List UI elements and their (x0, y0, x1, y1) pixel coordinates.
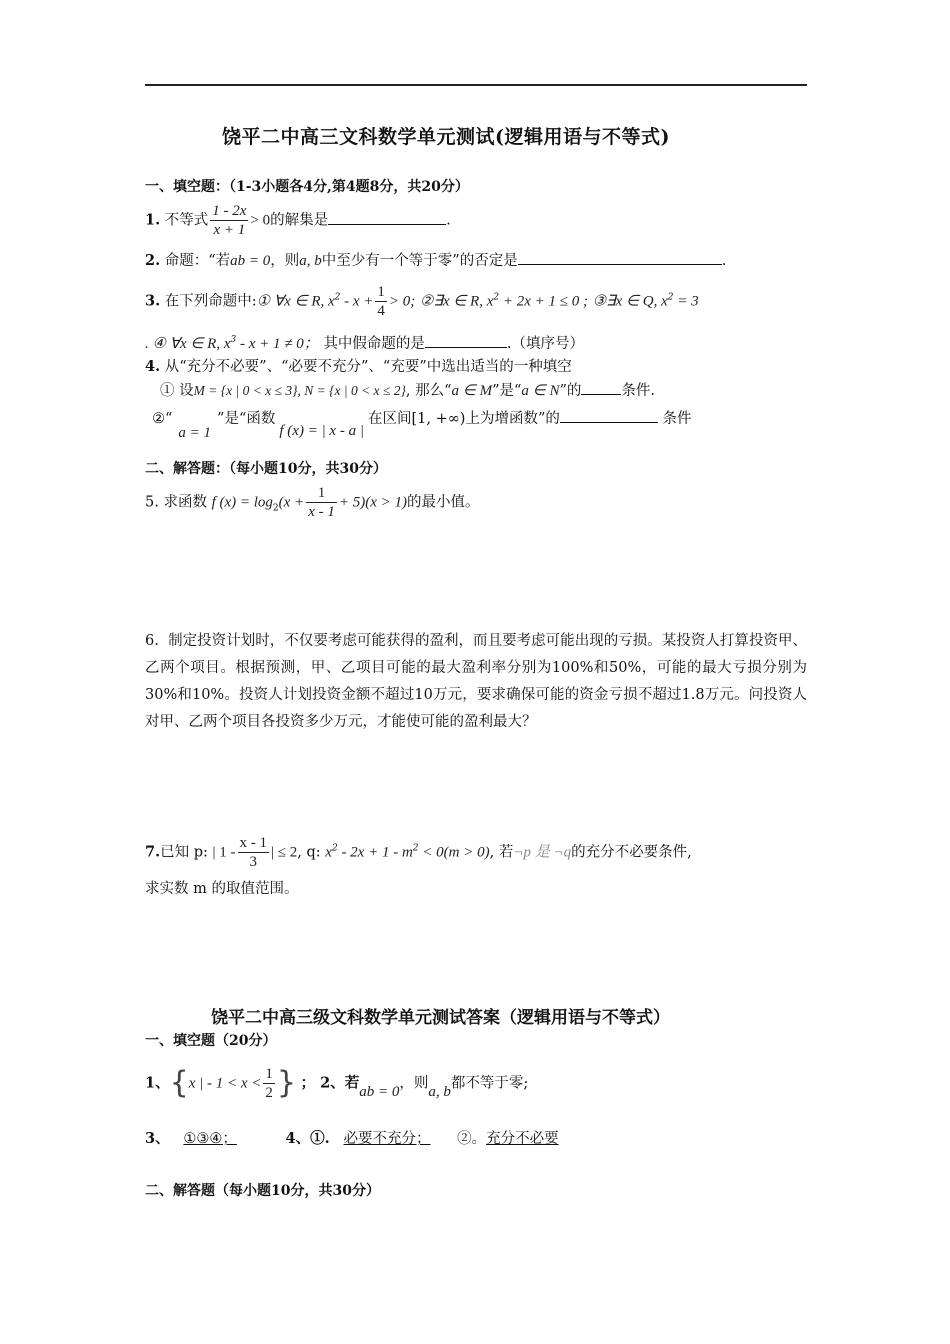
a1-label: 1、 (145, 1074, 170, 1092)
q4-s1-blank[interactable] (581, 380, 621, 395)
q3-pre: 在下列命题中: (164, 293, 257, 310)
q4-s2-end: 条件 (662, 411, 692, 427)
q3-p1c: > 0; (388, 293, 416, 310)
question-4-part-1 (160, 380, 655, 402)
q4-number: 4. (145, 358, 161, 375)
q7-p-a: | 1 - (212, 844, 236, 861)
q5-pre: 求函数 (163, 494, 207, 511)
q2-cond: ab = 0 (230, 253, 271, 269)
q2-pre: 命题：“若 (164, 253, 231, 269)
q1-post: 的解集是 (270, 212, 329, 229)
q4-s1-end: 条件. (621, 383, 655, 399)
q3-p1-fraction: $\frac{1}{4}$ (377, 284, 385, 319)
a2-label: ； 2、若 (300, 1074, 360, 1092)
q4-s2-mid: ”是“函数 (217, 411, 276, 427)
q3-p4a: . ④ ∀x ∈ R, x (145, 335, 231, 352)
question-2 (145, 250, 726, 272)
q2-number: 2. (145, 252, 161, 269)
q1-frac-num: 1 - 2x (212, 203, 247, 219)
q7-q-a: x (325, 844, 332, 861)
q7-p-b: | ≤ 2 (271, 844, 298, 861)
q3-post: 其中假命题的是 (323, 335, 425, 352)
page-title: 饶平二中高三文科数学单元测试(逻辑用语与不等式) (222, 126, 670, 148)
question-6 (145, 628, 807, 736)
q4-s1-post: ”的 (559, 383, 582, 399)
q3-tail: .（填序号） (506, 335, 584, 352)
q3-p3a: ③∃x ∈ Q, x (592, 293, 668, 310)
q7-q-b: - 2x + 1 - m (337, 844, 413, 861)
q6-text: 制定投资计划时，不仅要考虑可能获得的盈利，而且要考虑可能出现的亏损。某投资人打算投资甲、乙两个项目。根据预测，甲、乙项目可能的最大盈利率分别为100%和50%，可能的最大亏损分别为30%和10%。投资人计划投资金额不超过10万元，要求确保可能的资金亏损不超过1.8万元。问投资人对甲、乙两个项目各投资多少万元，才能使可能的盈利最大？ (145, 633, 808, 730)
q1-relation: > 0 (250, 212, 271, 229)
q5-f1: f (x) = log (211, 494, 273, 511)
q7-pre: 已知 p: (160, 844, 208, 861)
q5-fraction: $\frac{1}{x - 1}$ (308, 485, 335, 520)
q5-f3: + 5)(x > 1) (338, 494, 407, 511)
a4-value-1: 必要不充分； (343, 1131, 431, 1147)
q2-post: 中至少有一个等于零”的否定是 (321, 253, 518, 269)
q2-end: . (721, 253, 727, 269)
header-rule (145, 84, 807, 86)
section1-heading: 一、填空题：（1-3小题各4分,第4题8分，共20分） (145, 179, 469, 195)
a1-set: x | - 1 < x < (188, 1075, 262, 1092)
a2-cond: ab = 0 (359, 1083, 400, 1100)
q3-p2a: ②∃x ∈ R, x (419, 293, 494, 310)
q5-number: 5. (145, 494, 159, 511)
q4-s1-a: a ∈ M (451, 383, 493, 399)
question-7-line-2: 求实数 m 的取值范围。 (145, 881, 299, 897)
q2-vars: a, b (299, 253, 322, 269)
q7-q-c: < 0(m > 0) (418, 844, 490, 861)
q1-pre: 不等式 (164, 212, 209, 229)
a3-value: ①③④； (183, 1131, 237, 1147)
a4-value-2: 充分不必要 (486, 1131, 559, 1147)
q3-p1b: - x + (340, 293, 374, 310)
q4-s1-pre: ① 设 (160, 383, 194, 399)
answers-section2-heading: 二、解答题（每小题10分，共30分） (145, 1183, 380, 1199)
q7-post: 的充分不必要条件, (571, 844, 692, 861)
q4-s2-a: a = 1 (178, 425, 212, 441)
q5-f2: (x + (278, 494, 305, 511)
a2-vars: a, b (428, 1083, 451, 1100)
q7-fraction: $\frac{x - 1}{3}$ (239, 835, 268, 870)
q4-s2-blank[interactable] (560, 408, 658, 423)
q4-s2-post: 在区间[1, +∞)上为增函数”的 (367, 411, 560, 427)
a2-mid: ，则 (399, 1075, 429, 1092)
answers-title: 饶平二中高三级文科数学单元测试答案（逻辑用语与不等式） (211, 1008, 670, 1028)
q4-s1-sets: M = {x | 0 < x ≤ 3}, N = {x | 0 < x ≤ 2} (193, 383, 406, 398)
a1-fraction: $\frac{1}{2}$ (265, 1066, 273, 1101)
question-1 (145, 202, 451, 239)
q4-intro: 从“充分不必要”、“必要不充分”、“充要”中选出适当的一种填空 (164, 359, 572, 375)
q4-s1-q: ”是“ (492, 383, 522, 399)
a4-label: 4、①. (285, 1130, 330, 1147)
q4-s1-mid: , 那么“ (405, 383, 452, 399)
a2-post: 都不等于零; (450, 1075, 529, 1092)
question-3-line-2: . ④ ∀x ∈ R, $x^3 - x + 1 \ne 0$； 其中假命题的是 .（填序号） (145, 329, 584, 355)
q7-neg: ¬p 是 ¬q (513, 844, 572, 861)
q4-s1-b: a ∈ N (521, 383, 560, 399)
question-4 (145, 356, 572, 378)
q3-p2b: + 2x + 1 ≤ 0 ; (499, 293, 589, 310)
q4-s2-pre: ②“ (152, 411, 173, 427)
q3-p3b: = 3 (673, 293, 699, 310)
q3-answer-blank[interactable] (425, 333, 507, 348)
q1-frac-den: x + 1 (213, 222, 246, 238)
q4-s2-f: f (x) = | x - a | (279, 423, 364, 439)
answer-3-4 (145, 1128, 559, 1150)
q5-base: 2 (272, 503, 279, 514)
q1-answer-blank[interactable] (328, 210, 446, 225)
q2-answer-blank[interactable] (518, 250, 722, 265)
q7-q-pre: , q: (297, 844, 321, 861)
a4-mid: ②。 (457, 1131, 487, 1147)
question-5 (145, 484, 479, 521)
q7-mid: , 若 (489, 844, 514, 861)
a3-label: 3、 (145, 1130, 170, 1147)
q2-mid: ，则 (270, 253, 300, 269)
q6-number: 6. (145, 633, 159, 649)
question-3: 3. 在下列命题中:① ∀x ∈ R, $x^2$ - x + $\frac{1}{4}$ > 0; ②∃x ∈ R, $x^2 + 2x + 1 \le 0$ ; ③∃x ∈ Q, $x^2 = 3$ (145, 284, 699, 319)
q1-number: 1. (145, 211, 161, 229)
answer-1-2: 1、{x | - 1 < x < $\frac{1}{2}$ } ； 2、若ab = 0，则a, b都不等于零; (145, 1065, 529, 1101)
q1-fraction (210, 202, 248, 239)
question-7: 7.已知 p: | 1 - $\frac{x - 1}{3}$ | ≤ 2, q: $x^2 - 2x + 1 - m^2 < 0(m > 0)$, 若¬p 是 ¬q的充分不必要条件, (145, 835, 692, 870)
q3-p1a: ① ∀x ∈ R, x (256, 293, 335, 310)
section2-heading: 二、解答题：（每小题10分，共30分） (145, 461, 387, 477)
q5-post: 的最小值。 (406, 494, 480, 511)
q7-number: 7. (145, 843, 161, 861)
question-4-part-2 (152, 408, 692, 441)
q3-p4b: - x + 1 ≠ 0； (236, 335, 319, 352)
q3-number: 3. (145, 292, 161, 310)
q1-end: . (446, 212, 451, 229)
answers-section1-heading: 一、填空题（20分） (145, 1033, 277, 1049)
